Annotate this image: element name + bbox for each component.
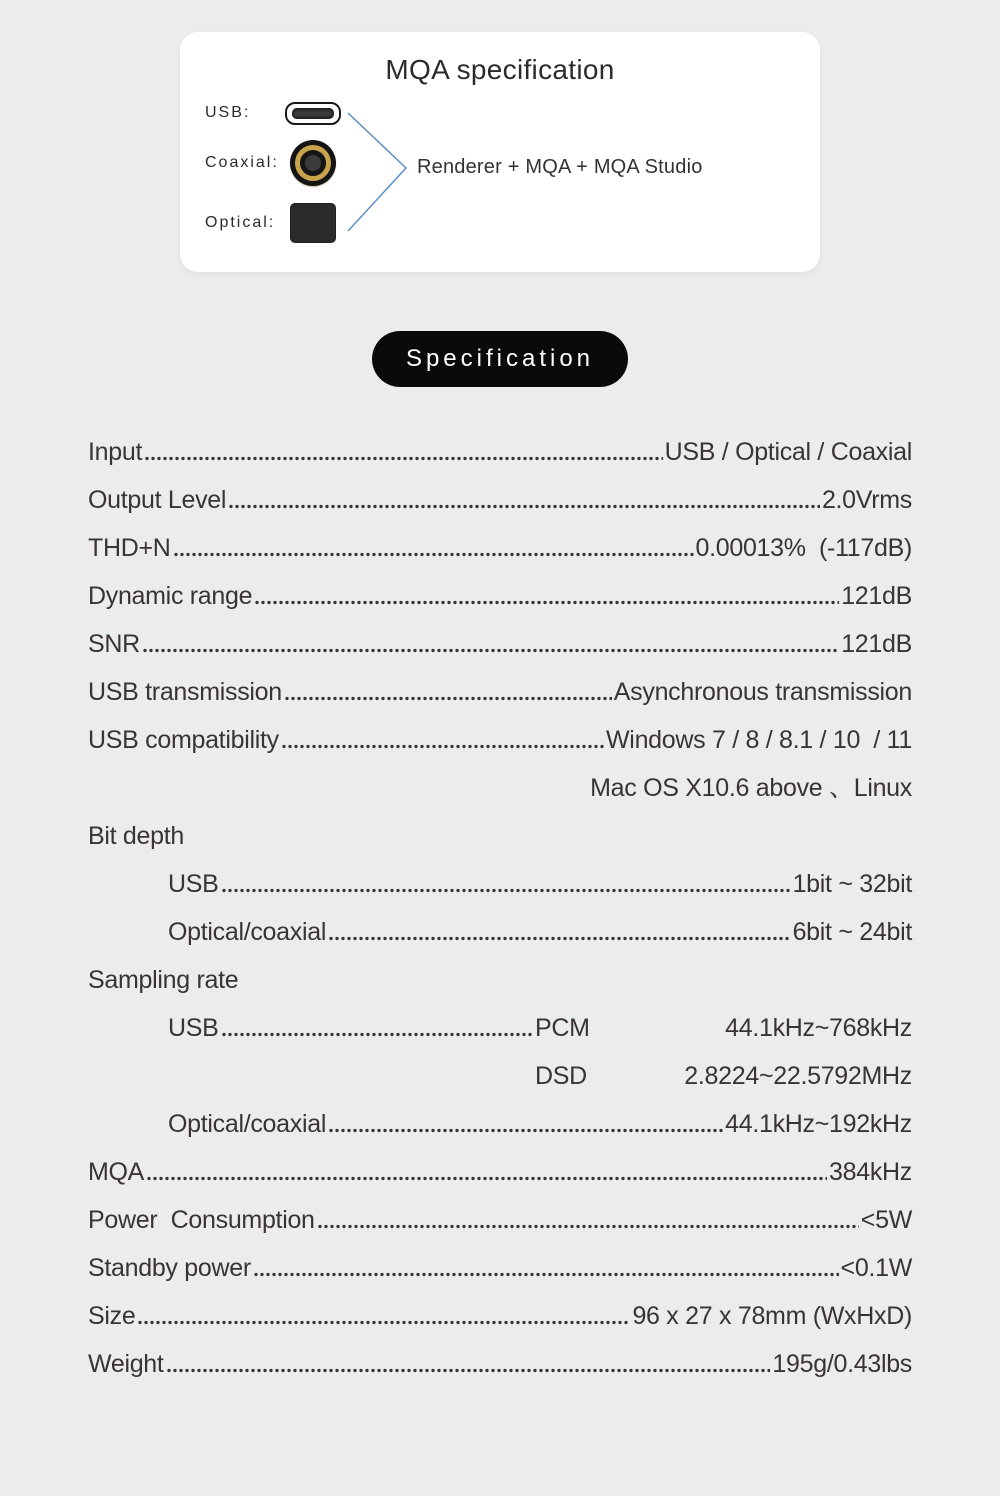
spec-value: 0.00013% (-117dB) [695,534,912,562]
spec-value: 2.8224~22.5792MHz [684,1062,912,1090]
spec-value: 121dB [841,630,912,658]
spec-value: Asynchronous transmission [613,678,912,706]
spec-row-bitdepth-usb [88,851,912,899]
dotted-leader [166,1368,771,1373]
dotted-leader [228,504,820,509]
spec-row-standby-power [88,1235,912,1283]
coaxial-gold-ring [295,145,331,181]
spec-label: Output Level [88,486,227,514]
dotted-leader [221,888,791,893]
spec-row-snr [88,611,912,659]
usb-port-row [205,96,341,130]
dotted-leader [281,744,604,749]
dotted-leader [254,600,839,605]
dotted-leader [146,1176,827,1181]
spec-row-thdn [88,515,912,563]
dotted-leader [137,1320,630,1325]
spec-label: SNR [88,630,140,658]
spec-value: <5W [860,1206,912,1234]
spec-label: USB transmission [88,678,282,706]
usb-port-icon [285,102,341,125]
coaxial-outer-ring [290,140,336,186]
dotted-leader [328,936,791,941]
specification-section-label: Specification [405,345,595,372]
spec-value: Mac OS X10.6 above 、Linux [590,774,912,802]
spec-row-size [88,1283,912,1331]
spec-label: Dynamic range [88,582,253,610]
spec-label: Optical/coaxial [168,1110,327,1138]
spec-label: USB compatibility [88,726,279,754]
optical-port-icon [285,203,341,243]
coaxial-port-row [205,140,341,186]
mqa-specification-card [180,32,820,272]
mqa-card-title: MQA specification [385,54,615,85]
coaxial-rca-icon [285,140,341,186]
spec-row-mqa [88,1139,912,1187]
spec-row-usb-compatibility-cont [88,755,912,803]
dotted-leader [317,1224,859,1229]
dotted-leader [144,456,663,461]
spec-label: MQA [88,1158,145,1186]
spec-list [88,419,912,1379]
coaxial-center-pin [305,155,321,171]
spec-row-output-level [88,467,912,515]
usb-slot [292,108,334,119]
dotted-leader [284,696,612,701]
usb-port-shape [285,102,341,125]
spec-value: 195g/0.43lbs [772,1350,912,1378]
spec-value: 1bit ~ 32bit [792,870,912,898]
dotted-leader [173,552,694,557]
spec-label: Weight [88,1350,164,1378]
spec-value: 44.1kHz~192kHz [725,1110,912,1138]
spec-value: USB / Optical / Coaxial [664,438,912,466]
spec-value-columns [535,1013,912,1043]
spec-label: USB [168,870,219,898]
spec-value-columns [535,1061,912,1091]
coaxial-port-label: Coaxial: [205,154,279,171]
spec-row-sampling-usb-dsd [88,1043,912,1091]
specification-section-button [372,331,628,387]
spec-value: 384kHz [829,1158,912,1186]
spec-section-sampling-rate [88,947,912,995]
spec-label: Optical/coaxial [168,918,327,946]
spec-value: 44.1kHz~768kHz [725,1014,912,1042]
mqa-result-text: Renderer + MQA + MQA Studio [417,156,703,178]
optical-port-shape [290,203,336,243]
spec-label: USB [168,1014,219,1042]
optical-port-row [205,203,341,243]
spec-value: <0.1W [840,1254,912,1282]
spec-value: 96 x 27 x 78mm (WxHxD) [632,1302,912,1330]
spec-row-bitdepth-optical [88,899,912,947]
spec-row-usb-transmission [88,659,912,707]
spec-value: 121dB [841,582,912,610]
spec-label: Standby power [88,1254,251,1282]
optical-port-label: Optical: [205,214,276,231]
spec-section-label: Bit depth [88,822,184,850]
spec-row-input [88,419,912,467]
spec-label: THD+N [88,534,171,562]
spec-row-weight [88,1331,912,1379]
spec-row-power-consumption [88,1187,912,1235]
spec-section-bit-depth [88,803,912,851]
spec-label: Input [88,438,143,466]
spec-format-label: DSD [535,1062,587,1090]
spec-row-dynamic-range [88,563,912,611]
spec-format-label: PCM [535,1014,590,1042]
spec-section-label: Sampling rate [88,966,239,994]
dotted-leader [253,1272,839,1277]
dotted-leader [328,1128,723,1133]
spec-row-sampling-optical [88,1091,912,1139]
spec-row-sampling-usb-pcm [88,995,912,1043]
spec-label: Power Consumption [88,1206,315,1234]
spec-value: 2.0Vrms [821,486,912,514]
dotted-leader [142,648,839,653]
spec-row-usb-compatibility [88,707,912,755]
spec-label: Size [88,1302,136,1330]
dotted-leader [221,1032,533,1037]
spec-value: Windows 7 / 8 / 8.1 / 10 / 11 [606,726,912,754]
usb-port-label: USB: [205,104,251,121]
spec-value: 6bit ~ 24bit [792,918,912,946]
